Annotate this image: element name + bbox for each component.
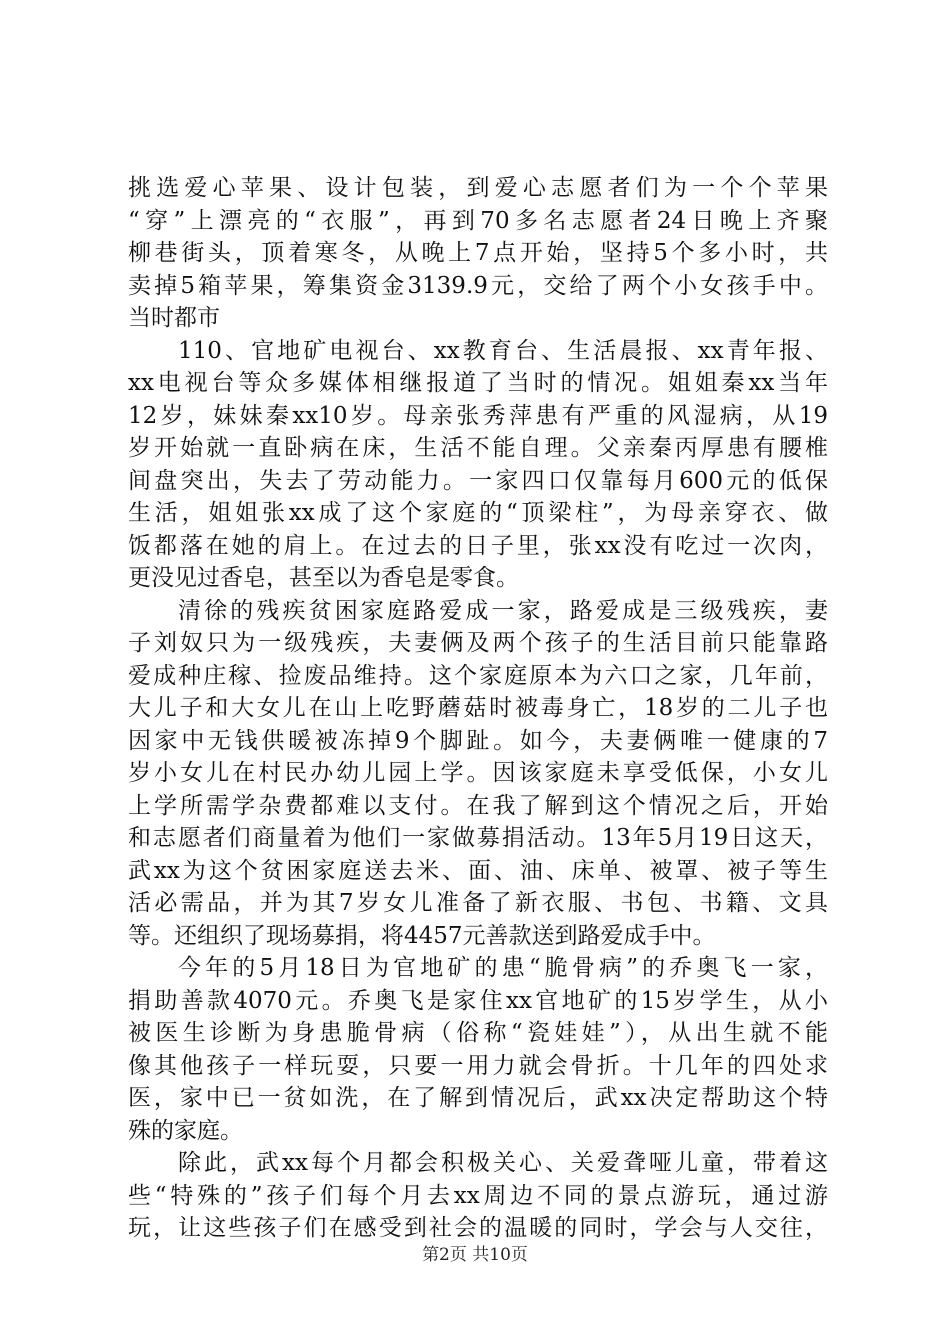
- text-line: 间盘突出，失去了劳动能力。一家四口仅靠每月600元的低保: [128, 467, 828, 494]
- text-line: 因家中无钱供暖被冻掉9个脚趾。如今，夫妻俩唯一健康的7: [128, 727, 828, 754]
- text-line: 12岁，妹妹秦xx10岁。母亲张秀萍患有严重的风湿病，从19: [128, 402, 828, 429]
- text-line: 挑选爱心苹果、设计包装，到爱心志愿者们为一个个苹果: [128, 175, 828, 201]
- text-line: 玩，让这些孩子们在感受到社会的温暖的同时，学会与人交往，: [128, 1215, 828, 1241]
- text-line: 殊的家庭。: [128, 1117, 243, 1144]
- text-line: 上学所需学杂费都难以支付。在我了解到这个情况之后，开始: [128, 792, 828, 819]
- text-line: 当时都市: [128, 305, 220, 331]
- text-line: 生活，姐姐张xx成了这个家庭的“顶梁柱”，为母亲穿衣、做: [128, 500, 828, 526]
- text-line: 子刘奴只为一级残疾，夫妻俩及两个孩子的生活目前只能靠路: [128, 630, 828, 656]
- text-line: 被医生诊断为身患脆骨病（俗称“瓷娃娃”），从出生就不能: [128, 1020, 828, 1046]
- page-footer: 第2页 共10页: [422, 1245, 528, 1265]
- text-line: 像其他孩子一样玩耍，只要一用力就会骨折。十几年的四处求: [128, 1052, 828, 1079]
- text-line: 卖掉5箱苹果，筹集资金3139.9元，交给了两个小女孩手中。: [128, 272, 828, 299]
- text-line: 清徐的残疾贫困家庭路爱成一家，路爱成是三级残疾，妻: [178, 597, 828, 624]
- document-body: [128, 172, 828, 1245]
- text-line: 武xx为这个贫困家庭送去米、面、油、床单、被罩、被子等生: [128, 857, 828, 884]
- text-line: 活必需品，并为其7岁女儿准备了新衣服、书包、书籍、文具: [128, 890, 828, 916]
- text-line: “穿”上漂亮的“衣服”，再到70多名志愿者24日晚上齐聚: [128, 207, 828, 234]
- text-line: 饭都落在她的肩上。在过去的日子里，张xx没有吃过一次肉，: [128, 532, 828, 559]
- text-line: 岁小女儿在村民办幼儿园上学。因该家庭未享受低保，小女儿: [128, 760, 828, 786]
- text-line: 爱成种庄稼、捡废品维持。这个家庭原本为六口之家，几年前，: [128, 662, 828, 689]
- text-line: 等。还组织了现场募捐，将4457元善款送到路爱成手中。: [128, 922, 716, 949]
- text-line: 除此，武xx每个月都会积极关心、关爱聋哑儿童，带着这: [178, 1150, 828, 1176]
- text-line: 和志愿者们商量着为他们一家做募捐活动。13年5月19日这天，: [128, 825, 828, 851]
- text-line: 捐助善款4070元。乔奥飞是家住xx官地矿的15岁学生，从小: [128, 987, 828, 1014]
- text-line: 今年的5月18日为官地矿的患“脆骨病”的乔奥飞一家，: [178, 955, 828, 981]
- text-line: 岁开始就一直卧病在床，生活不能自理。父亲秦丙厚患有腰椎: [128, 435, 828, 461]
- text-line: xx电视台等众多媒体相继报道了当时的情况。姐姐秦xx当年: [128, 370, 828, 396]
- text-line: 大儿子和大女儿在山上吃野蘑菇时被毒身亡，18岁的二儿子也: [128, 695, 828, 721]
- text-line: 更没见过香皂，甚至以为香皂是零食。: [128, 565, 519, 591]
- text-line: 柳巷街头，顶着寒冬，从晚上7点开始，坚持5个多小时，共: [128, 240, 828, 266]
- text-line: 些“特殊的”孩子们每个月去xx周边不同的景点游玩，通过游: [128, 1182, 828, 1209]
- text-line: 110、官地矿电视台、xx教育台、生活晨报、xx青年报、: [178, 337, 828, 364]
- text-line: 医，家中已一贫如洗，在了解到情况后，武xx决定帮助这个特: [128, 1085, 828, 1111]
